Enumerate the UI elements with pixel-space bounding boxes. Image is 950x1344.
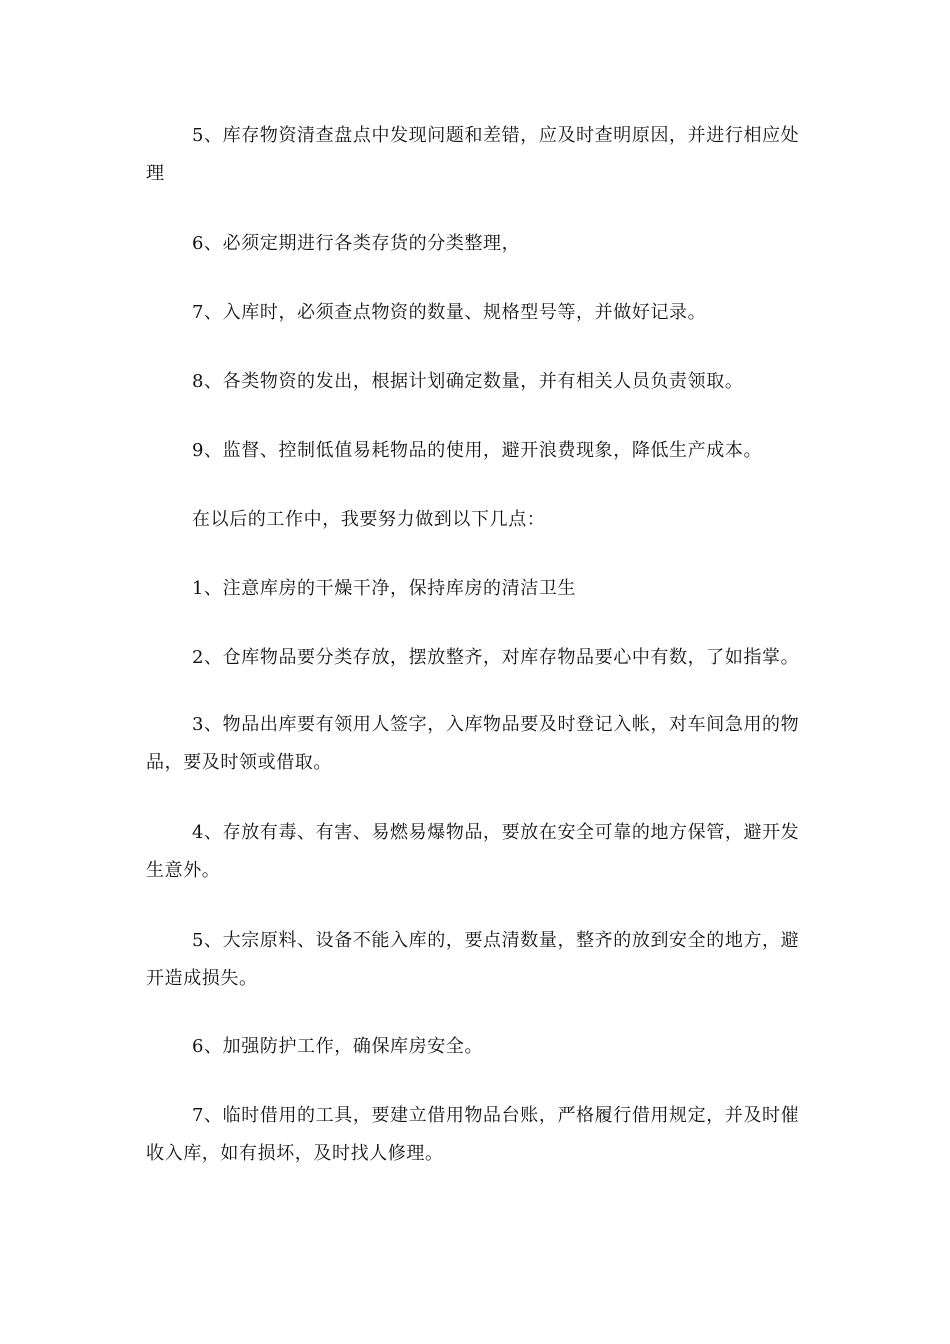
paragraph-inventory-discrepancy: 5、库存物资清查盘点中发现问题和差错，应及时查明原因，并进行相应处理 — [146, 125, 800, 184]
paragraph-bulk-materials: 5、大宗原料、设备不能入库的，要点清数量，整齐的放到安全的地方，避开造成损失。 — [146, 930, 800, 989]
paragraph-dry-clean-storage: 1、注意库房的干燥干净，保持库房的清洁卫生 — [192, 578, 577, 599]
paragraph-protection: 6、加强防护工作，确保库房安全。 — [192, 1036, 484, 1057]
paragraph-outbound-signature: 3、物品出库要有领用人签字，入库物品要及时登记入帐，对车间急用的物品，要及时领或借取。 — [146, 714, 800, 773]
paragraph-hazardous-goods: 4、存放有毒、有害、易燃易爆物品，要放在安全可靠的地方保管，避开发生意外。 — [146, 822, 800, 881]
paragraph-dispatch: 8、各类物资的发出，根据计划确定数量，并有相关人员负责领取。 — [192, 371, 744, 392]
paragraph-future-work-intro: 在以后的工作中，我要努力做到以下几点： — [192, 509, 546, 530]
paragraph-tool-borrowing: 7、临时借用的工具，要建立借用物品台账，严格履行借用规定，并及时催收入库，如有损坏，及时找人修理。 — [146, 1105, 800, 1164]
paragraph-check-on-entry: 7、入库时，必须查点物资的数量、规格型号等，并做好记录。 — [192, 302, 707, 323]
paragraph-classified-storage: 2、仓库物品要分类存放，摆放整齐，对库存物品要心中有数，了如指掌。 — [192, 647, 800, 668]
paragraph-periodic-sorting: 6、必须定期进行各类存货的分类整理， — [192, 233, 521, 254]
paragraph-consumables-control: 9、监督、控制低值易耗物品的使用，避开浪费现象，降低生产成本。 — [192, 440, 763, 461]
